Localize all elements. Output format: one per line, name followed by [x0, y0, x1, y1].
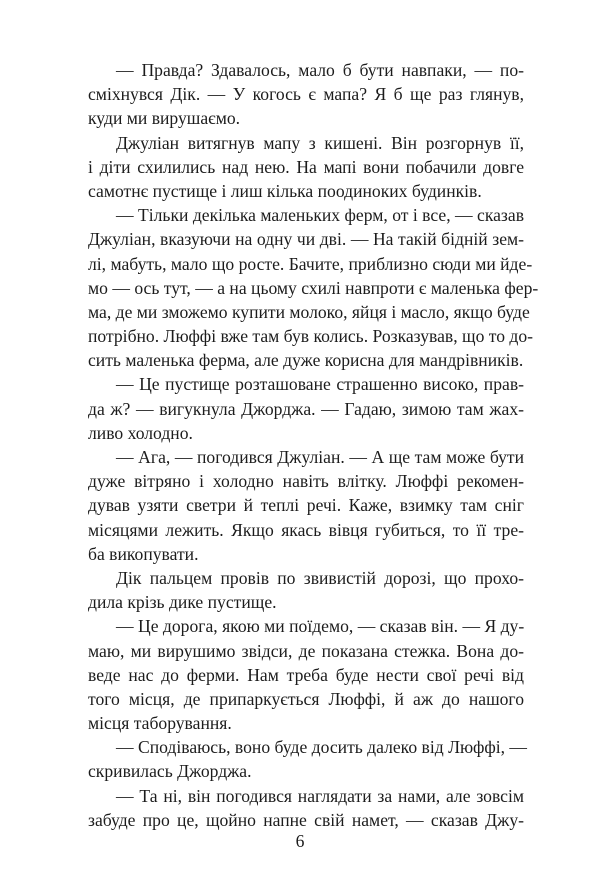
text-line: ма, де ми зможемо купити молоко, яйця і масло, якщо буде	[88, 301, 530, 322]
text-line: — Сподіваюсь, воно буде досить далеко від Люффі, —	[116, 737, 528, 758]
text-line: — Це дорога, якою ми поїдемо, — сказав він. — Я ду-	[116, 616, 525, 637]
paragraph	[88, 614, 524, 735]
paragraph	[88, 735, 528, 783]
text-line: забуде про це, щойно напне свій намет, — сказав Джу-	[88, 809, 524, 830]
text-line: мо — ось тут, — а на цьому схилі навпроти є маленька фер-	[88, 277, 539, 298]
text-line: — Це пустище розташоване страшенно високо, прав-	[116, 374, 524, 395]
text-line: ба викопувати.	[88, 543, 199, 564]
text-line: скривилась Джорджа.	[88, 761, 252, 782]
paragraph	[88, 566, 524, 614]
text-line: Джуліан, вказуючи на одну чи дві. — На такій бідній зем-	[88, 229, 524, 250]
paragraph	[88, 372, 524, 445]
text-line: місяцями лежить. Якщо якась вівця губиться, то її тре-	[88, 519, 524, 540]
text-line: потрібно. Люффі вже там був колись. Розказував, що то до-	[88, 326, 534, 347]
text-line: ливо холодно.	[88, 422, 193, 443]
text-line: сить маленька ферма, але дуже корисна для мандрівників.	[88, 350, 524, 371]
text-line: лі, мабуть, мало що росте. Бачите, приблизно сюди ми йде-	[88, 253, 533, 274]
text-line: самотнє пустище і лиш кілька поодиноких будинків.	[88, 180, 482, 201]
paragraph	[88, 131, 524, 204]
paragraph	[88, 445, 524, 566]
text-line: Дік пальцем провів по звивистій дорозі, що прохо-	[116, 567, 524, 588]
text-line: — Тільки декілька маленьких ферм, от і все, — сказав	[116, 205, 524, 226]
text-line: да ж? — вигукнула Джорджа. — Гадаю, зимою там жах-	[88, 398, 524, 419]
text-line: Джуліан витягнув мапу з кишені. Він розгорнув її,	[116, 132, 524, 153]
text-line: — Та ні, він погодився наглядати за нами, але зовсім	[116, 785, 524, 806]
text-line: дуже вітряно і холодно навіть влітку. Люффі рекомен-	[88, 471, 524, 492]
text-line: місця таборування.	[88, 713, 232, 734]
text-line: і діти схилились над нею. На мапі вони побачили довге	[88, 156, 524, 177]
text-line: — Ага, — погодився Джуліан. — А ще там може бути	[116, 447, 524, 467]
text-line: дила крізь дике пустище.	[88, 592, 277, 613]
text-line: того місця, де припаркується Люффі, й аж до нашого	[88, 688, 524, 709]
text-line: куди ми вирушаємо.	[88, 108, 241, 129]
paragraph	[88, 203, 539, 372]
text-line: веде нас до ферми. Нам треба буде нести свої речі від	[88, 664, 524, 685]
text-line: дував узяти светри й теплі речі. Каже, взимку там сніг	[88, 495, 524, 516]
paragraph	[88, 784, 524, 832]
page-number: 6	[295, 831, 305, 851]
body-text	[88, 58, 539, 832]
text-line: сміхнувся Дік. — У когось є мапа? Я б ще раз глянув,	[88, 84, 524, 105]
text-line: — Правда? Здавалось, мало б бути навпаки, — по-	[116, 60, 524, 80]
paragraph	[88, 58, 524, 131]
text-line: маю, ми вирушимо звідси, де показана стежка. Вона до-	[88, 640, 524, 661]
